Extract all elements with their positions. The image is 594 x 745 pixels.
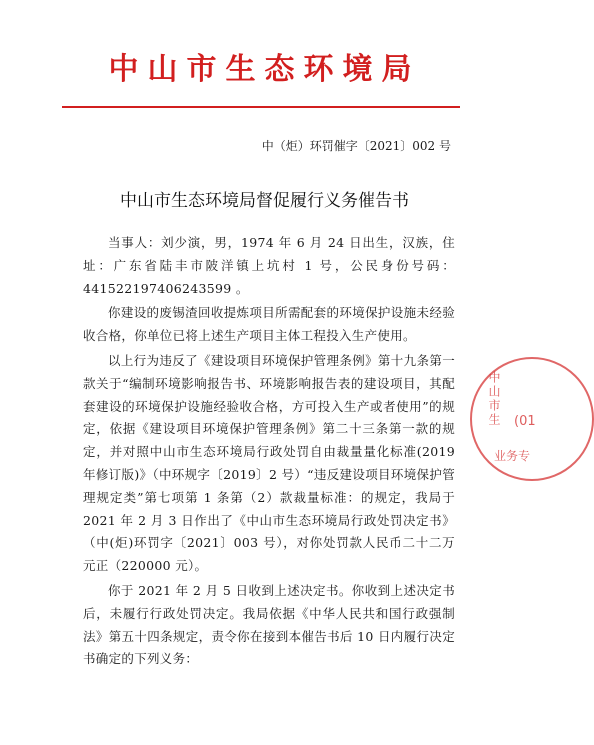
seal-text-mid: (01: [514, 414, 536, 429]
paragraph-facts: 你建设的废锡渣回收提炼项目所需配套的环境保护设施未经验收合格，你单位已将上述生产项目主体工程投入生产使用。: [83, 305, 455, 344]
document-title: 中山市生态环境局督促履行义务催告书: [120, 191, 409, 211]
official-seal-stamp: [470, 357, 594, 481]
paragraph-party: 当事人：刘少演，男，1974 年 6 月 24 日出生，汉族，住址：广东省陆丰市陂洋镇上坑村 1 号，公民身份号码：441522197406243599 。: [83, 235, 455, 296]
document-body: [83, 232, 455, 673]
paragraph-notice: 你于 2021 年 2 月 5 日收到上述决定书。你收到上述决定书后，未履行行政处罚决定。我局依据《中华人民共和国行政强制法》第五十四条规定，责令你在接到本催告书后 10 日内履行决定书确定的下列义务：: [83, 582, 455, 667]
agency-header-title: 中山市生态环境局: [108, 52, 421, 87]
document-number: 中（炬）环罚催字〔2021〕002 号: [261, 139, 451, 153]
header-red-rule: [62, 106, 460, 108]
paragraph-violation: 以上行为违反了《建设项目环境保护管理条例》第十九条第一款关于“编制环境影响报告书、环境影响报告表的建设项目，其配套建设的环境保护设施经验收合格，方可投入生产或者使用”的规定，依据《建设项目环境保护管理条例》第二十三条第一款的规定，并对照中山市生态环境局行政处罚自由裁量量化标准(2019 年修订版)》（中环规字〔2019〕2 号）“违反建设项目环境保护管理规定类”第七项第 1 条第（2）款裁量标准：的规定，我局于 2021 年 2 月 3 日作出了《中山市生态环境局行政处罚决定书》（中(炬)环罚字〔2021〕003 号），对你处罚款人民币二十二万元正（220000 元）。: [83, 352, 455, 574]
seal-text-arc: 中山市生: [487, 371, 501, 427]
seal-text-low: 业务专: [494, 449, 531, 463]
